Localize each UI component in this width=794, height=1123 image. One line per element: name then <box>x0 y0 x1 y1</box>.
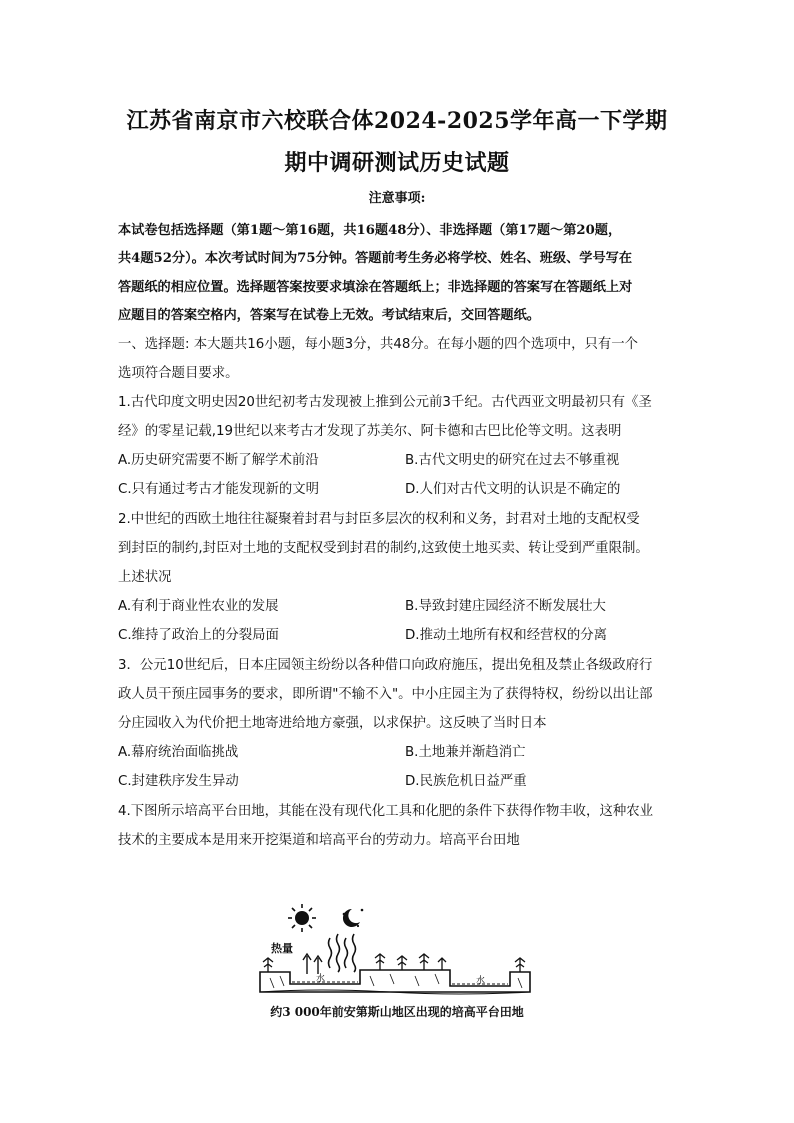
sun-icon <box>288 904 316 932</box>
question-4-stem: 4.下图所示培高平台田地，其能在没有现代化工具和化肥的条件下获得作物丰收，这种农业 <box>118 804 654 819</box>
question-3-option-b: B.土地兼并渐趋消亡 <box>405 745 526 760</box>
notice-heading: 注意事项: <box>368 191 426 206</box>
question-4-stem: 技术的主要成本是用来开挖渠道和培高平台的劳动力。培高平台田地 <box>118 833 520 848</box>
question-3-option-d: D.民族危机日益严重 <box>405 774 527 789</box>
question-2-stem: 2.中世纪的西欧土地往往凝聚着封君与封臣多层次的权利和义务，封君对土地的支配权受 <box>118 512 640 527</box>
moon-icon <box>343 909 364 927</box>
question-3-stem: 政人员干预庄园事务的要求，即所谓"不输不入"。中小庄园主为了获得特权，纷纷以出让部 <box>118 687 653 702</box>
section-instructions: 选项符合题目要求。 <box>118 366 239 381</box>
question-1-option-b: B.古代文明史的研究在过去不够重视 <box>405 453 620 468</box>
exam-title-line2: 期中调研测试历史试题 <box>284 150 510 176</box>
question-2-stem: 到封臣的制约,封臣对土地的支配权受到封君的制约,这致使土地买卖、转让受到严重限制。 <box>118 541 649 556</box>
section-instructions: 一、选择题: 本大题共16小题，每小题3分，共48分。在每小题的四个选项中，只有一个 <box>118 337 639 352</box>
question-2-option-a: A.有利于商业性农业的发展 <box>118 599 279 614</box>
question-2-option-c: C.维持了政治上的分裂局面 <box>118 628 279 643</box>
question-2-option-b: B.导致封建庄园经济不断发展壮大 <box>405 599 606 614</box>
question-1-option-c: C.只有通过考古才能发现新的文明 <box>118 482 320 497</box>
heat-label: 热量 <box>271 942 293 955</box>
notice-line: 答题纸的相应位置。选择题答案按要求填涂在答题纸上；非选择题的答案写在答题纸上对 <box>118 280 633 295</box>
question-1-option-d: D.人们对古代文明的认识是不确定的 <box>405 482 621 497</box>
question-1-option-a: A.历史研究需要不断了解学术前沿 <box>118 453 319 468</box>
question-3-option-a: A.幕府统治面临挑战 <box>118 745 239 760</box>
question-1-stem: 1.古代印度文明史因20世纪初考古发现被上推到公元前3千纪。古代西亚文明最初只有《圣 <box>118 395 652 410</box>
question-3-stem: 分庄园收入为代价把土地寄进给地方豪强，以求保护。这反映了当时日本 <box>118 716 547 731</box>
question-2-stem: 上述状况 <box>118 570 172 585</box>
water-label-right: 水 <box>476 976 486 986</box>
heat-wave-icon <box>329 934 356 972</box>
water-label-left: 水 <box>316 974 326 984</box>
platform-ground <box>260 970 530 992</box>
question-3-stem: 3．公元10世纪后，日本庄园领主纷纷以各种借口向政府施压，提出免租及禁止各级政府行 <box>118 658 653 673</box>
raised-field-illustration <box>240 900 550 995</box>
figure-caption: 约3 000年前安第斯山地区出现的培高平台田地 <box>270 1005 524 1019</box>
question-1-stem: 经》的零星记载,19世纪以来考古才发现了苏美尔、阿卡德和古巴比伦等文明。这表明 <box>118 424 622 439</box>
notice-line: 本试卷包括选择题（第1题～第16题，共16题48分）、非选择题（第17题～第20题， <box>118 223 622 238</box>
question-2-option-d: D.推动土地所有权和经营权的分离 <box>405 628 608 643</box>
exam-title-line1: 江苏省南京市六校联合体2024-2025学年高一下学期 <box>126 108 668 134</box>
up-arrow-icon <box>303 954 322 974</box>
question-3-option-c: C.封建秩序发生异动 <box>118 774 239 789</box>
notice-line: 应题目的答案空格内，答案写在试卷上无效。考试结束后，交回答题纸。 <box>118 308 540 323</box>
notice-line: 共4题52分）。本次考试时间为75分钟。答题前考生务必将学校、姓名、班级、学号写在 <box>118 251 633 266</box>
